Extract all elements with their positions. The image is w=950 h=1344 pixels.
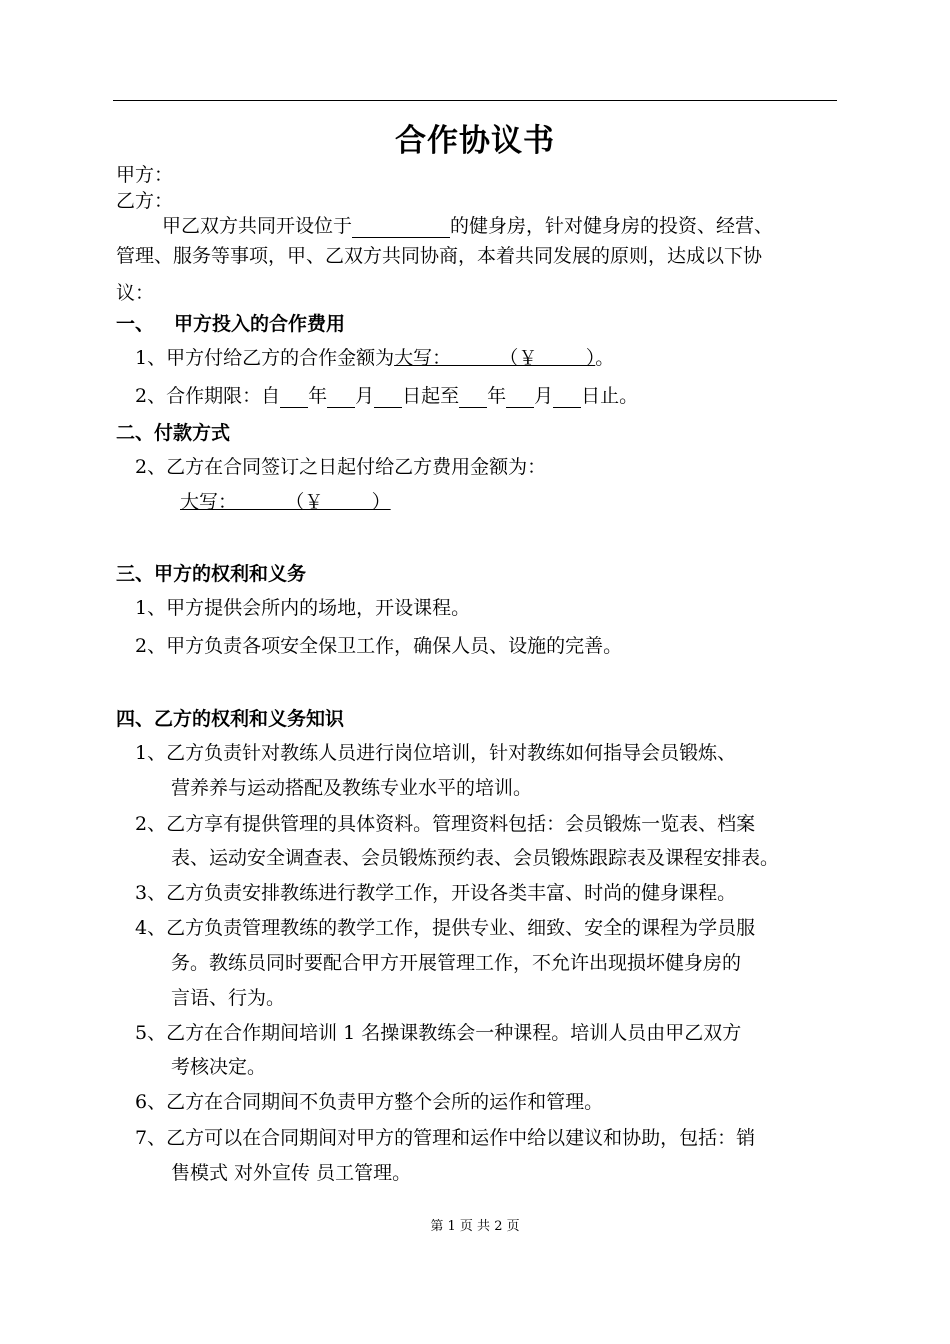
section-4-item-5: 5、乙方在合作期间培训 1 名操课教练会一种课程。培训人员由甲乙双方	[135, 1022, 742, 1044]
section-3-heading: 三、甲方的权利和义务	[116, 563, 307, 585]
section-4-item-2: 2、乙方享有提供管理的具体资料。管理资料包括：会员锻炼一览表、档案	[135, 813, 756, 835]
intro-line-3: 议：	[116, 282, 155, 304]
section-4-item-6: 6、乙方在合同期间不负责甲方整个会所的运作和管理。	[135, 1091, 604, 1113]
section-3-item-1: 1、甲方提供会所内的场地，开设课程。	[135, 597, 471, 619]
section-4-item-4: 4、乙方负责管理教练的教学工作，提供专业、细致、安全的课程为学员服	[135, 917, 756, 939]
end-month-blank	[506, 385, 534, 408]
end-year-blank	[459, 385, 487, 408]
start-month-blank	[327, 385, 355, 408]
amount-field: 大写： （￥ ）	[394, 347, 596, 369]
document-title: 合作协议书	[395, 123, 555, 159]
start-year-blank	[280, 385, 308, 408]
start-day-blank	[374, 385, 402, 408]
end-day-blank	[553, 385, 581, 408]
section-4-item-7: 7、乙方可以在合同期间对甲方的管理和运作中给以建议和协助，包括：销	[135, 1127, 756, 1149]
section-4-item-3: 3、乙方负责安排教练进行教学工作，开设各类丰富、时尚的健身课程。	[135, 882, 737, 904]
intro-line-1	[162, 214, 773, 238]
intro-line-2: 管理、服务等事项，甲、乙双方共同协商，本着共同发展的原则，达成以下协	[116, 245, 763, 267]
party-a-label: 甲方：	[116, 164, 174, 186]
section-4-item-1-cont: 营养养与运动搭配及教练专业水平的培训。	[171, 777, 533, 799]
section-1-title: 甲方投入的合作费用	[174, 313, 346, 335]
section-2-heading: 二、付款方式	[116, 422, 231, 444]
section-4-item-5-cont: 考核决定。	[171, 1056, 267, 1078]
party-b-label: 乙方：	[116, 190, 174, 212]
section-4-item-7-cont: 售模式 对外宣传 员工管理。	[171, 1162, 412, 1184]
location-blank	[352, 215, 450, 238]
section-2-amount-field: 大写： （￥ ）	[180, 491, 391, 513]
intro-text-b: 的健身房，针对健身房的投资、经营、	[450, 215, 774, 237]
section-4-heading: 四、乙方的权利和义务知识	[116, 708, 345, 730]
section-4-item-4-cont: 务。教练员同时要配合甲方开展管理工作，不允许出现损坏健身房的	[171, 952, 742, 974]
section-1-item-2: 2、合作期限：自 年 月 日起至 年 月 日止。	[135, 385, 639, 407]
section-1-heading	[116, 312, 345, 336]
section-2-item-2: 2、乙方在合同签订之日起付给乙方费用金额为：	[135, 456, 547, 478]
section-3-item-2: 2、甲方负责各项安全保卫工作，确保人员、设施的完善。	[135, 635, 623, 657]
section-4-item-4-cont-2: 言语、行为。	[171, 987, 286, 1009]
section-1-number: 一、	[116, 313, 155, 335]
section-4-item-2-cont: 表、运动安全调查表、会员锻炼预约表、会员锻炼跟踪表及课程安排表。	[171, 847, 780, 869]
page-number: 第 1 页 共 2 页	[430, 1219, 520, 1234]
header-rule	[113, 100, 837, 101]
intro-text-a: 甲乙双方共同开设位于	[162, 215, 353, 237]
section-1-item-1: 1、甲方付给乙方的合作金额为大写： （￥ ）。	[135, 347, 615, 369]
section-4-item-1: 1、乙方负责针对教练人员进行岗位培训，针对教练如何指导会员锻炼、	[135, 742, 737, 764]
